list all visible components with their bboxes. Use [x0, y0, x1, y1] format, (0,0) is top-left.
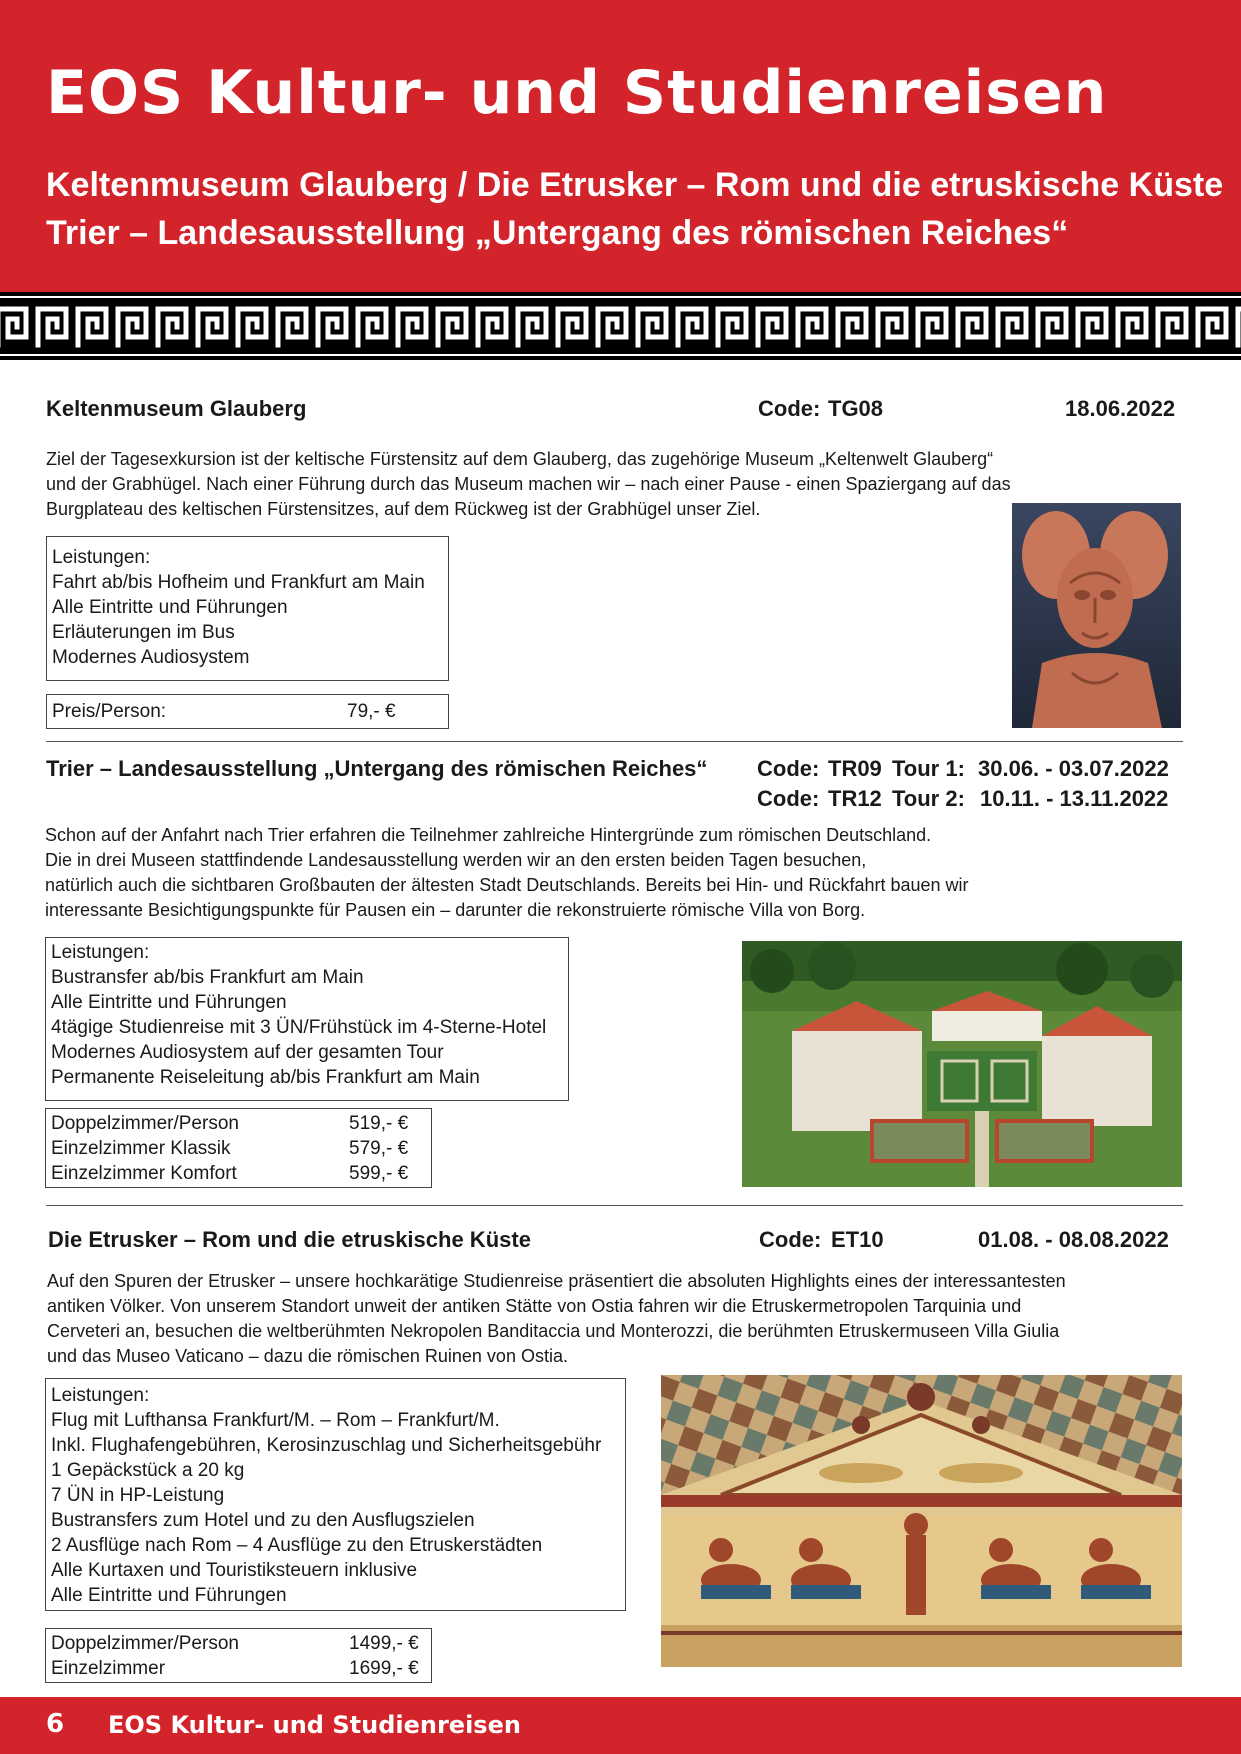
- celtic-warrior-statue-image: [1012, 503, 1181, 728]
- section2-price-box: [45, 1108, 432, 1188]
- price-row: [51, 1631, 426, 1656]
- section1-code-label: Code:: [758, 396, 821, 421]
- services-title: Leistungen:: [51, 1385, 150, 1406]
- service-item: 4tägige Studienreise mit 3 ÜN/Frühstück im 4-Sterne-Hotel: [51, 1017, 547, 1038]
- section-divider: [46, 1205, 1183, 1206]
- price-value: 1499,- €: [349, 1633, 419, 1654]
- price-label: Einzelzimmer Klassik: [51, 1138, 231, 1159]
- service-item: Modernes Audiosystem auf der gesamten Tour: [51, 1042, 444, 1063]
- section2-title: Trier – Landesausstellung „Untergang des römischen Reiches“: [46, 756, 708, 781]
- services-title: Leistungen:: [52, 547, 151, 568]
- service-item: Bustransfer ab/bis Frankfurt am Main: [51, 967, 364, 988]
- service-item: Fahrt ab/bis Hofheim und Frankfurt am Main: [52, 572, 425, 593]
- description-line: Die in drei Museen stattfindende Landesausstellung werden wir an den ersten beiden Tagen besuchen,: [45, 850, 867, 870]
- price-label: Preis/Person:: [52, 701, 167, 722]
- description-line: Auf den Spuren der Etrusker – unsere hochkarätige Studienreise präsentiert die absoluten Highlights eines der interessantesten: [47, 1271, 1066, 1291]
- section1-services-box: [46, 536, 449, 681]
- description-line: Cerveteri an, besuchen die weltberühmten Nekropolen Banditaccia und Monterozzi, die berühmten Etruskermuseen Villa Giulia: [47, 1321, 1060, 1341]
- section2-description: [45, 823, 969, 923]
- description-line: Ziel der Tagesexkursion ist der keltische Fürstensitz auf dem Glauberg, das zugehörige Museum „Keltenwelt Glauberg“: [46, 449, 994, 469]
- section3-code: ET10: [831, 1227, 884, 1252]
- description-line: Burgplateau des keltischen Fürstensitzes, auf dem Rückweg ist der Grabhügel unser Ziel.: [46, 499, 761, 519]
- service-item: Erläuterungen im Bus: [52, 622, 235, 643]
- tour1-dates: 30.06. - 03.07.2022: [978, 756, 1169, 781]
- section3-services-box: [45, 1378, 626, 1611]
- service-item: 1 Gepäckstück a 20 kg: [51, 1460, 245, 1481]
- price-value: 79,- €: [347, 701, 396, 722]
- description-line: und der Grabhügel. Nach einer Führung durch das Museum machen wir – nach einer Pause - einen Spaziergang auf das: [46, 474, 1011, 494]
- section3-date: 01.08. - 08.08.2022: [978, 1227, 1169, 1252]
- section3-price-box: [45, 1628, 432, 1683]
- description-line: und das Museo Vaticano – dazu die römischen Ruinen von Ostia.: [47, 1346, 568, 1366]
- section1-code: TG08: [828, 396, 884, 421]
- price-label: Einzelzimmer: [51, 1658, 166, 1679]
- service-item: 2 Ausflüge nach Rom – 4 Ausflüge zu den Etruskerstädten: [51, 1535, 543, 1556]
- price-row: [51, 1161, 426, 1186]
- service-item: Alle Eintritte und Führungen: [51, 1585, 287, 1606]
- service-item: Modernes Audiosystem: [52, 647, 250, 668]
- tour2-code-label: Code:: [757, 786, 820, 811]
- price-row: [51, 1656, 426, 1681]
- section2-services-box: [45, 937, 569, 1101]
- tour2-dates: 10.11. - 13.11.2022: [980, 786, 1169, 811]
- service-item: Alle Kurtaxen und Touristiksteuern inklusive: [51, 1560, 418, 1581]
- section1-date: 18.06.2022: [1065, 396, 1176, 421]
- page-subtitle-line1: Keltenmuseum Glauberg / Die Etrusker – Rom und die etruskische Küste: [46, 166, 1224, 204]
- tour1-label: Tour 1:: [892, 756, 965, 781]
- service-item: Permanente Reiseleitung ab/bis Frankfurt am Main: [51, 1067, 480, 1088]
- tour1-code: TR09: [828, 756, 882, 781]
- greek-key-border: [0, 292, 1241, 360]
- page-subtitle-line2: Trier – Landesausstellung „Untergang des römischen Reiches“: [46, 214, 1069, 252]
- description-line: interessante Besichtigungspunkte für Pausen ein – darunter die rekonstruierte römische Villa von Borg.: [45, 900, 866, 920]
- service-item: Flug mit Lufthansa Frankfurt/M. – Rom – Frankfurt/M.: [51, 1410, 500, 1431]
- price-row: [52, 699, 443, 724]
- service-item: Alle Eintritte und Führungen: [51, 992, 287, 1013]
- price-label: Doppelzimmer/Person: [51, 1633, 239, 1654]
- price-label: Doppelzimmer/Person: [51, 1113, 239, 1134]
- section3-description: [47, 1269, 1066, 1369]
- service-item: 7 ÜN in HP-Leistung: [51, 1485, 225, 1506]
- price-value: 519,- €: [349, 1113, 409, 1134]
- price-row: [51, 1136, 426, 1161]
- description-line: natürlich auch die sichtbaren Großbauten der ältesten Stadt Deutschlands. Bereits bei Hin- und Rückfahrt bauen wir: [45, 875, 969, 895]
- etruscan-tomb-fresco-image: [661, 1375, 1182, 1667]
- section3-title: Die Etrusker – Rom und die etruskische Küste: [48, 1227, 531, 1252]
- price-value: 1699,- €: [349, 1658, 419, 1679]
- section1-title: Keltenmuseum Glauberg: [46, 396, 307, 421]
- footer-brand-text: EOS Kultur- und Studienreisen: [108, 1711, 521, 1739]
- price-value: 599,- €: [349, 1163, 409, 1184]
- section1-description: [46, 447, 1011, 522]
- description-line: antiken Völker. Von unserem Standort unweit der antiken Stätte von Ostia fahren wir die Etruskermetropolen Tarquinia und: [47, 1296, 1022, 1316]
- roman-villa-borg-image: [742, 941, 1182, 1187]
- tour2-code: TR12: [828, 786, 882, 811]
- price-label: Einzelzimmer Komfort: [51, 1163, 237, 1184]
- price-row: [51, 1111, 426, 1136]
- service-item: Alle Eintritte und Führungen: [52, 597, 288, 618]
- tour2-label: Tour 2:: [892, 786, 965, 811]
- service-item: Bustransfers zum Hotel und zu den Ausflugszielen: [51, 1510, 475, 1531]
- description-line: Schon auf der Anfahrt nach Trier erfahren die Teilnehmer zahlreiche Hintergründe zum römischen Deutschland.: [45, 825, 932, 845]
- services-title: Leistungen:: [51, 942, 150, 963]
- section1-price-box: [46, 694, 449, 729]
- service-item: Inkl. Flughafengebühren, Kerosinzuschlag und Sicherheitsgebühr: [51, 1435, 602, 1456]
- page-number: 6: [46, 1709, 65, 1739]
- section-divider: [46, 741, 1183, 742]
- page-title: EOS Kultur- und Studienreisen: [46, 58, 1108, 128]
- tour1-code-label: Code:: [757, 756, 820, 781]
- section3-code-label: Code:: [759, 1227, 822, 1252]
- price-value: 579,- €: [349, 1138, 409, 1159]
